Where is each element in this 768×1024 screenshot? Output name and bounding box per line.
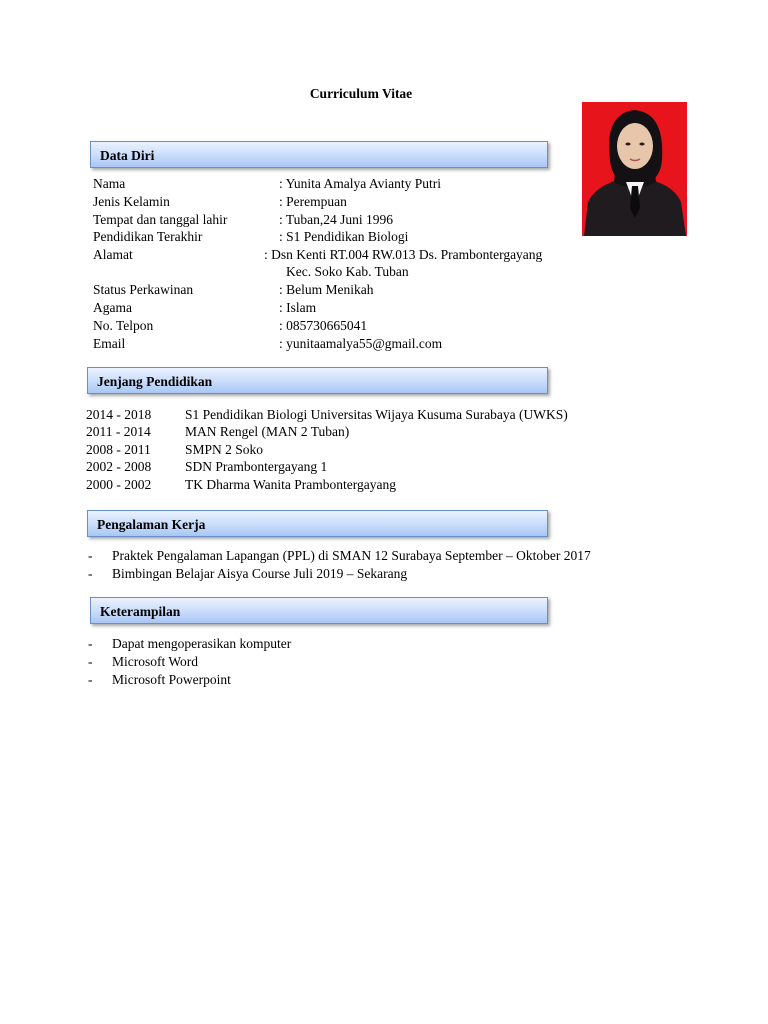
personal-label: Tempat dan tanggal lahir [93, 212, 228, 227]
personal-label: Alamat [93, 247, 133, 262]
bullet-dash: - [88, 548, 93, 563]
education-years: 2000 - 2002 [86, 477, 152, 492]
education-years: 2008 - 2011 [86, 442, 151, 457]
profile-photo-figure [582, 102, 687, 236]
personal-label: Jenis Kelamin [93, 194, 170, 209]
bullet-dash: - [88, 654, 93, 669]
personal-value: : S1 Pendidikan Biologi [279, 229, 409, 244]
section-header-pendidikan: Jenjang Pendidikan [87, 367, 548, 394]
personal-label: Email [93, 336, 126, 351]
experience-text: Praktek Pengalaman Lapangan (PPL) di SMAN 12 Surabaya September – Oktober 2017 [112, 548, 591, 563]
skill-text: Microsoft Powerpoint [112, 672, 231, 687]
education-years: 2011 - 2014 [86, 424, 151, 439]
section-header-pengalaman-kerja: Pengalaman Kerja [87, 510, 548, 537]
bullet-dash: - [88, 566, 93, 581]
profile-photo [582, 102, 687, 236]
personal-value-continued: Kec. Soko Kab. Tuban [286, 264, 409, 279]
skill-text: Dapat mengoperasikan komputer [112, 636, 292, 651]
education-school: SMPN 2 Soko [185, 442, 264, 457]
personal-label: Agama [93, 300, 132, 315]
education-school: S1 Pendidikan Biologi Universitas Wijaya Kusuma Surabaya (UWKS) [185, 407, 568, 422]
bullet-dash: - [88, 672, 93, 687]
personal-label: Nama [93, 176, 126, 191]
personal-label: Pendidikan Terakhir [93, 229, 203, 244]
personal-value: : Perempuan [279, 194, 347, 209]
personal-value: : Islam [279, 300, 317, 315]
experience-text: Bimbingan Belajar Aisya Course Juli 2019 – Sekarang [112, 566, 408, 581]
bullet-dash: - [88, 636, 93, 651]
education-school: MAN Rengel (MAN 2 Tuban) [185, 424, 350, 439]
education-school: SDN Prambontergayang 1 [185, 459, 328, 474]
personal-value: : 085730665041 [279, 318, 368, 333]
personal-value: : Belum Menikah [279, 282, 374, 297]
personal-value: : Dsn Kenti RT.004 RW.013 Ds. Prambontergayang [264, 247, 543, 262]
document-title: Curriculum Vitae [309, 86, 413, 101]
section-header-keterampilan: Keterampilan [90, 597, 548, 624]
education-school: TK Dharma Wanita Prambontergayang [185, 477, 396, 492]
personal-value: : yunitaamalya55@gmail.com [279, 336, 443, 351]
education-years: 2014 - 2018 [86, 407, 152, 422]
personal-value: : Yunita Amalya Avianty Putri [279, 176, 441, 191]
personal-label: No. Telpon [93, 318, 154, 333]
education-years: 2002 - 2008 [86, 459, 152, 474]
skill-text: Microsoft Word [112, 654, 199, 669]
section-header-data-diri: Data Diri [90, 141, 548, 168]
personal-value: : Tuban,24 Juni 1996 [279, 212, 394, 227]
personal-label: Status Perkawinan [93, 282, 194, 297]
